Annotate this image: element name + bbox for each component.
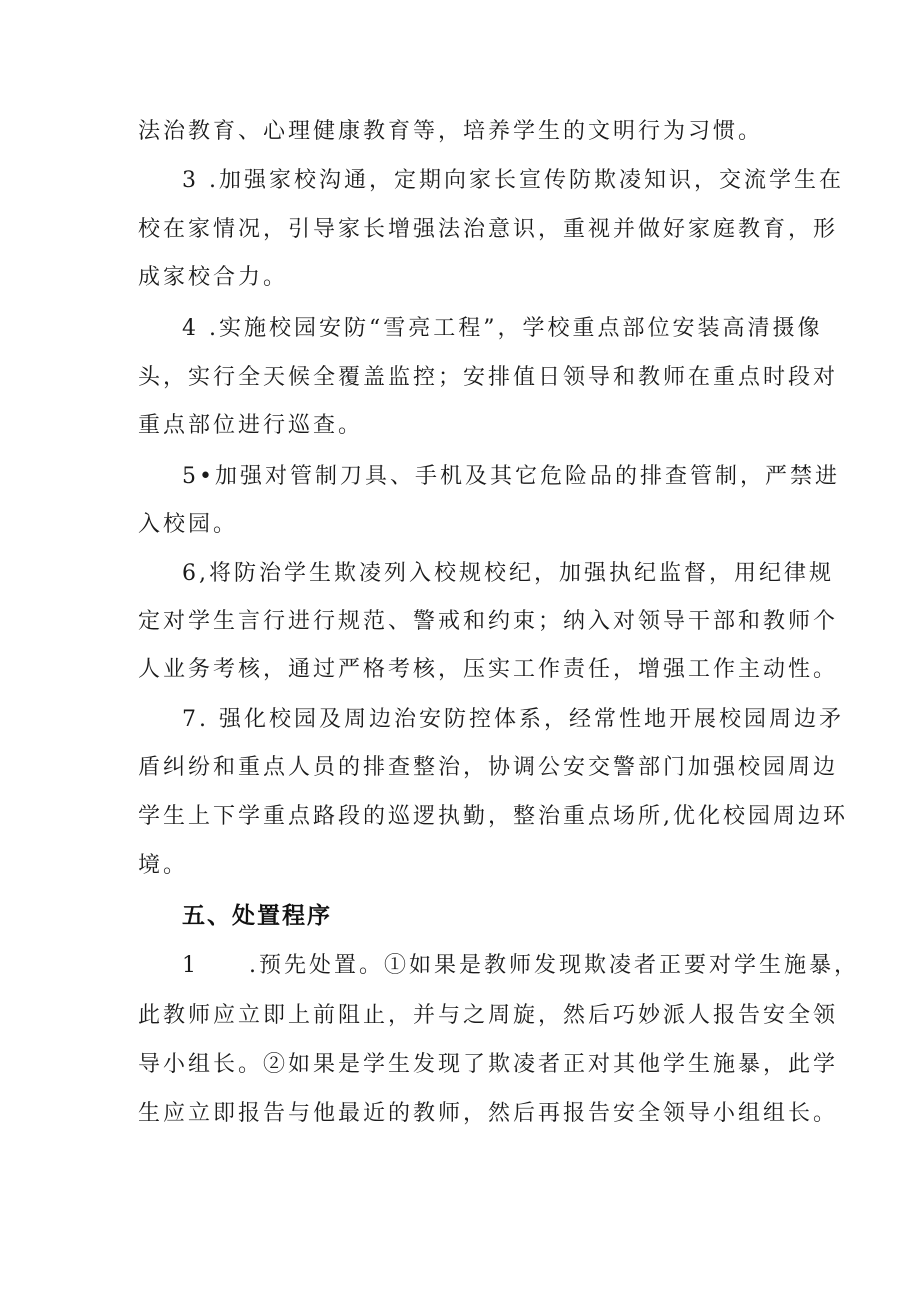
paragraph-line: 6,将防治学生欺凌列入校规校纪，加强执纪监督，用纪律规 [182, 561, 834, 586]
paragraph-line: 7. 强化校园及周边治安防控体系，经常性地开展校园周边矛 [182, 707, 844, 732]
paragraph-line: 人业务考核，通过严格考核，压实工作责任，增强工作主动性。 [138, 657, 839, 682]
paragraph-line: 入校园。 [138, 512, 239, 537]
paragraph-line: 头，实行全天候全覆盖监控；安排值日领导和教师在重点时段对 [138, 365, 839, 390]
paragraph-line: 3 .加强家校沟通，定期向家长宣传防欺凌知识，交流学生在 [182, 168, 844, 193]
paragraph-line: 此教师应立即上前阻止，并与之周旋，然后巧妙派人报告安全领 [138, 1003, 839, 1028]
paragraph-line: 境。 [138, 853, 189, 878]
paragraph-line: 定对学生言行进行规范、警戒和约束；纳入对领导干部和教师个 [138, 609, 839, 634]
paragraph-line: 盾纠纷和重点人员的排查整治，协调公安交警部门加强校园周边 [138, 755, 839, 780]
paragraph-line: 5•加强对管制刀具、手机及其它危险品的排查管制，严禁进 [182, 464, 840, 489]
paragraph-line: 重点部位进行巡查。 [138, 413, 364, 438]
paragraph-line: 成家校合力。 [138, 265, 289, 290]
paragraph-line: 1 .预先处置。①如果是教师发现欺凌者正要对学生施暴， [182, 953, 859, 978]
paragraph-line: 校在家情况，引导家长增强法治意识，重视并做好家庭教育，形 [138, 217, 839, 242]
section-heading: 五、处置程序 [182, 903, 332, 929]
paragraph-line: 导小组长。②如果是学生发现了欺凌者正对其他学生施暴，此学 [138, 1052, 839, 1077]
paragraph-line: 4 .实施校园安防“雪亮工程”，学校重点部位安装高清摄像 [182, 316, 823, 341]
paragraph-line: 法治教育、心理健康教育等，培养学生的文明行为习惯。 [138, 119, 764, 144]
paragraph-line: 生应立即报告与他最近的教师，然后再报告安全领导小组组长。 [138, 1101, 839, 1126]
paragraph-line: 学生上下学重点路段的巡逻执勤，整治重点场所,优化校园周边环 [138, 804, 848, 829]
